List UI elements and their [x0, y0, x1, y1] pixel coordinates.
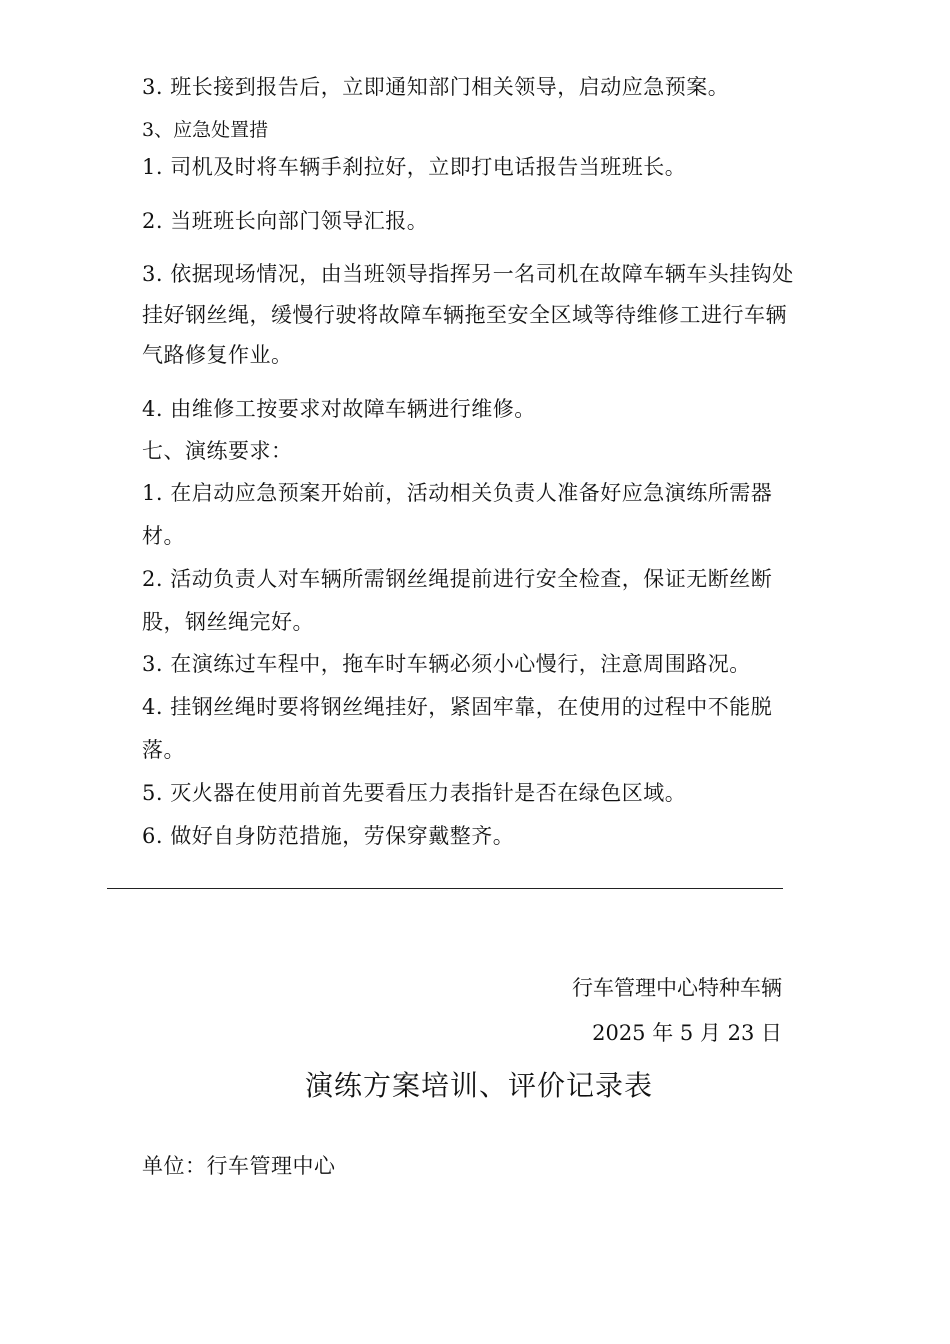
measure-item-2: 2. 当班班长向部门领导汇报。: [142, 209, 429, 233]
measure-item-4: 4. 由维修工按要求对故障车辆进行维修。: [142, 397, 536, 421]
requirement-6: 6. 做好自身防范措施，劳保穿戴整齐。: [142, 824, 515, 848]
form-title: 演练方案培训、评价记录表: [304, 1069, 653, 1102]
requirement-2-line-2: 股，钢丝绳完好。: [142, 610, 314, 634]
section-heading-emergency-measures: 3、应急处置措: [142, 119, 269, 141]
form-unit: 单位：行车管理中心: [142, 1154, 336, 1178]
section-heading-drill-requirements: 七、演练要求：: [142, 439, 293, 463]
paragraph-step-3: 3. 班长接到报告后，立即通知部门相关领导，启动应急预案。: [142, 75, 730, 99]
requirement-4-line-1: 4. 挂钢丝绳时要将钢丝绳挂好，紧固牢靠，在使用的过程中不能脱: [142, 695, 773, 719]
page-divider: [107, 888, 783, 889]
requirement-5: 5. 灭火器在使用前首先要看压力表指针是否在绿色区域。: [142, 781, 687, 805]
measure-item-3-line-2: 挂好钢丝绳，缓慢行驶将故障车辆拖至安全区域等待维修工进行车辆: [142, 303, 787, 327]
signature-date: 2025 年 5 月 23 日: [592, 1021, 782, 1045]
requirement-1-line-1: 1. 在启动应急预案开始前，活动相关负责人准备好应急演练所需器: [142, 481, 773, 505]
requirement-1-line-2: 材。: [142, 524, 185, 548]
measure-item-1: 1. 司机及时将车辆手刹拉好，立即打电话报告当班班长。: [142, 155, 687, 179]
requirement-4-line-2: 落。: [142, 738, 185, 762]
measure-item-3-line-1: 3. 依据现场情况，由当班领导指挥另一名司机在故障车辆车头挂钩处: [142, 262, 794, 286]
requirement-2-line-1: 2. 活动负责人对车辆所需钢丝绳提前进行安全检查，保证无断丝断: [142, 567, 773, 591]
measure-item-3-line-3: 气路修复作业。: [142, 343, 293, 367]
signature-organization: 行车管理中心特种车辆: [572, 976, 782, 1000]
requirement-3: 3. 在演练过车程中，拖车时车辆必须小心慢行，注意周围路况。: [142, 652, 751, 676]
